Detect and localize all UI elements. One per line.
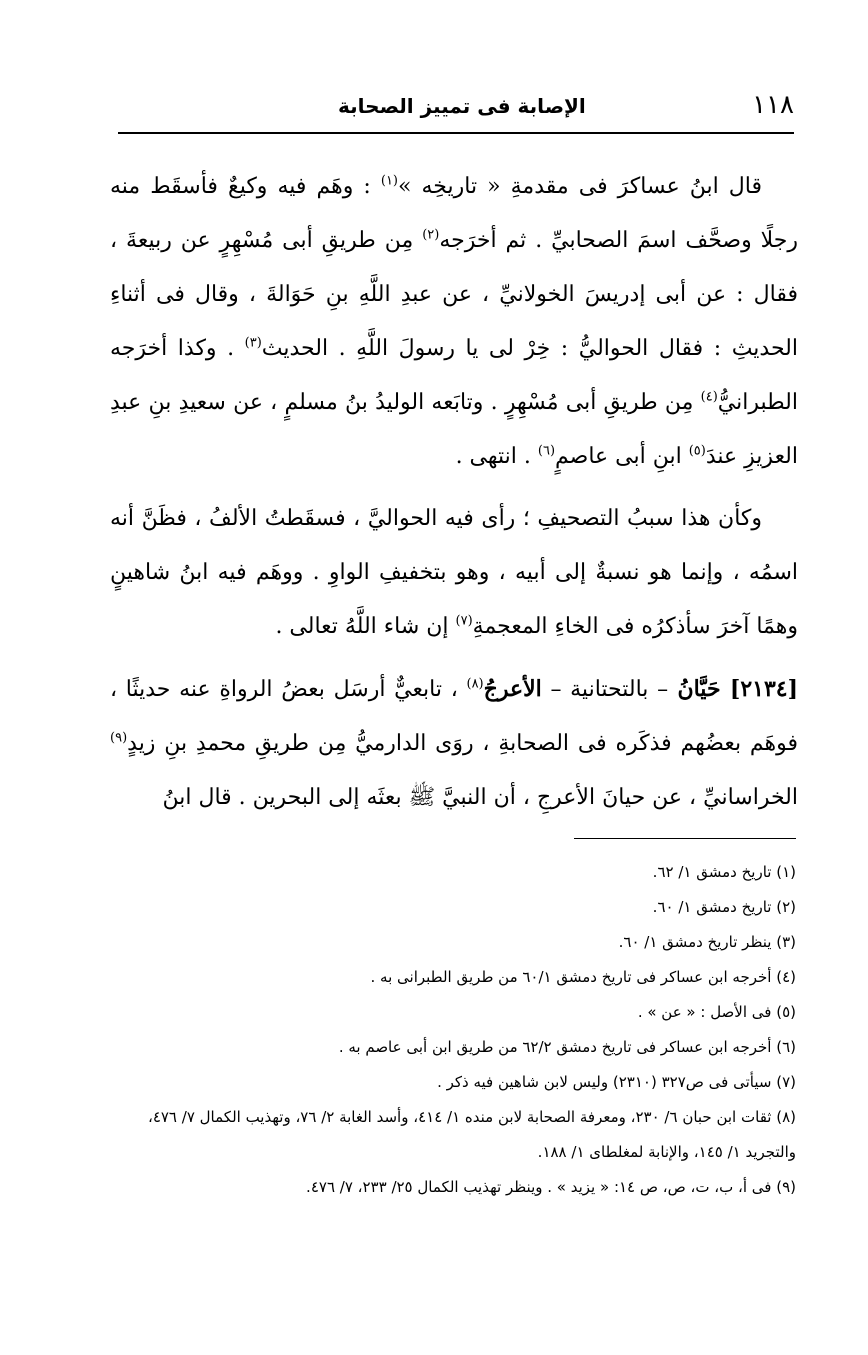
entry-name: حَيَّانُ xyxy=(668,676,730,702)
footnote-8: (٨) ثقات ابن حبان ٦/ ٢٣٠، ومعرفة الصحابة لابن منده ١/ ٤١٤، وأسد الغابة ٢/ ٧٦، وتهذيب الكمال ٧/ ٤٧٦، والتجريد ١/ ١٤٥، والإنابة لمغلطاى ١/ ١٨٨. xyxy=(147,1108,796,1161)
footnote-9: (٩) فى أ، ب، ت، ص، ص ١٤: « يزيد » . وينظر تهذيب الكمال ٢٥/ ٢٣٣، ٧/ ٤٧٦. xyxy=(306,1178,796,1196)
paragraph-3-entry: [٢١٣٤] حَيَّانُ – بالتحتانية – الأعرجُ$^{(٨)}$ ، تابعيٌّ أرسَل بعضُ الرواةِ عنه حديثًا ، فوهَم بعضُهم فذكَره فى الصحابةِ ، روَى الدارميُّ مِن طريقِ محمدِ بنِ زيدٍ$^{(٩)}$ الخراسانيِّ ، عن حيانَ الأعرجِ ، أن النبيَّ ﷺ بعثَه إلى البحرين . قال ابنُ xyxy=(110,676,798,810)
footnote-ref-5[interactable]: (٥) xyxy=(688,443,706,459)
entry-number: [٢١٣٤] xyxy=(729,676,798,702)
page-number: ١١٨ xyxy=(752,90,794,120)
footnote-7: (٧) سيأتى فى ص٣٢٧ (٢٣١٠) وليس لابن شاهين فيه ذكر . xyxy=(437,1073,796,1091)
footnote-ref-3[interactable]: (٣) xyxy=(244,335,262,351)
footnotes xyxy=(110,855,796,1205)
paragraph-1: قال ابنُ عساكرَ فى مقدمةِ « تاريخِه »$^{(١)}$ : وهَم فيه وكيعٌ فأسقَط منه رجلًا وصحَّف اسمَ الصحابيِّ . ثم أخرَجه$^{(٢)}$ مِن طريقِ أبى مُسْهِرٍ عن ربيعةَ ، فقال : عن أبى إدريسَ الخولانيِّ ، عن عبدِ اللَّهِ بنِ حَوَالةَ ، وقال فى أثناءِ الحديثِ : فقال الحواليُّ : خِرْ لى يا رسولَ اللَّهِ . الحديث$^{(٣)}$ . وكذا أخرَجه الطبرانيُّ$^{(٤)}$ مِن طريقِ أبى مُسْهِرٍ . وتابَعه الوليدُ بنُ مسلمٍ ، عن سعيدِ بنِ عبدِ العزيزِ عندَ$^{(٥)}$ ابنِ أبى عاصمٍ$^{(٦)}$ . انتهى . xyxy=(110,173,798,469)
footnote-4: (٤) أخرجه ابن عساكر فى تاريخ دمشق ٦٠/١ من طريق الطبرانى به . xyxy=(370,968,796,986)
footnote-2: (٢) تاريخ دمشق ١/ ٦٠. xyxy=(652,898,796,916)
footnote-6: (٦) أخرجه ابن عساكر فى تاريخ دمشق ٦٢/٢ من طريق ابن أبى عاصم به . xyxy=(338,1038,796,1056)
header-divider xyxy=(118,132,794,134)
footnote-ref-4[interactable]: (٤) xyxy=(700,389,718,405)
footnote-ref-2[interactable]: (٢) xyxy=(422,227,440,243)
main-text xyxy=(110,160,798,833)
paragraph-2: وكأن هذا سببُ التصحيفِ ؛ رأى فيه الحواليَّ ، فسقَطتُ الألفُ ، فظَنَّ أنه اسمُه ، وإنما هو نسبةٌ إلى أبيه ، وهو بتخفيفِ الواوِ . ووهَم فيه ابنُ شاهينٍ وهمًا آخرَ سأذكرُه فى الخاءِ المعجمةِ$^{(٧)}$ إن شاء اللَّهُ تعالى . xyxy=(110,506,798,639)
footnote-ref-1[interactable]: (١) xyxy=(380,173,398,189)
footnote-divider xyxy=(574,838,796,839)
footnote-ref-7[interactable]: (٧) xyxy=(455,613,473,629)
footnote-ref-6[interactable]: (٦) xyxy=(537,443,556,459)
entry-epithet: الأعرجُ xyxy=(483,676,542,702)
footnote-5: (٥) فى الأصل : « عن » . xyxy=(637,1003,796,1021)
footnote-3: (٣) ينظر تاريخ دمشق ١/ ٦٠. xyxy=(618,933,796,951)
footnote-ref-9[interactable]: (٩) xyxy=(110,730,128,746)
footnote-ref-8[interactable]: (٨) xyxy=(466,676,484,692)
footnote-1: (١) تاريخ دمشق ١/ ٦٢. xyxy=(652,863,796,881)
page-header xyxy=(118,88,794,128)
running-title: الإصابة فى تمييز الصحابة xyxy=(338,94,586,118)
